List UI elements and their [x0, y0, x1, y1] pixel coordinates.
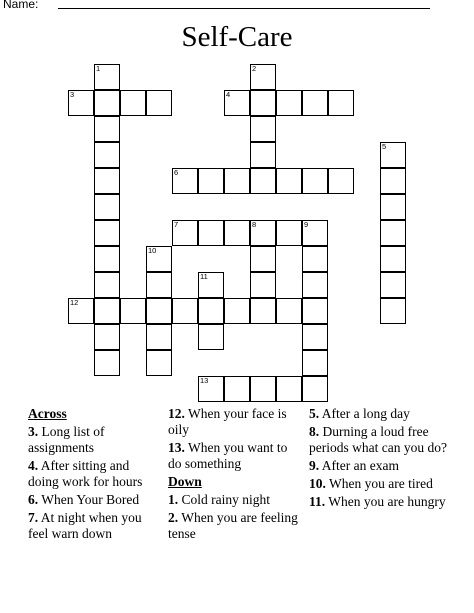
grid-cell[interactable] — [198, 272, 224, 298]
clue-number: 6. — [28, 492, 39, 507]
grid-cell[interactable] — [276, 376, 302, 402]
grid-cell[interactable] — [172, 220, 198, 246]
grid-cell[interactable] — [380, 142, 406, 168]
clue-text: After a long day — [319, 406, 410, 421]
page-title: Self-Care — [181, 21, 293, 53]
grid-cell[interactable] — [94, 64, 120, 90]
cell-number: 10 — [148, 246, 157, 255]
clue-text: When you want to do something — [168, 440, 288, 471]
grid-cell[interactable] — [250, 298, 276, 324]
grid-cell[interactable] — [68, 90, 94, 116]
clue-number: 12. — [168, 406, 185, 421]
cell-number: 5 — [382, 142, 387, 151]
grid-cell[interactable] — [198, 220, 224, 246]
grid-cell[interactable] — [198, 298, 224, 324]
grid-cell[interactable] — [224, 220, 250, 246]
grid-cell[interactable] — [302, 246, 328, 272]
grid-cell[interactable] — [250, 64, 276, 90]
grid-cell[interactable] — [146, 324, 172, 350]
clue-down-10 — [309, 476, 454, 492]
clue-column-3 — [309, 406, 454, 512]
cell-number: 6 — [174, 168, 179, 177]
cell-number: 1 — [96, 64, 101, 73]
name-label: Name: — [3, 0, 39, 11]
grid-cell[interactable] — [94, 220, 120, 246]
grid-cell[interactable] — [302, 168, 328, 194]
clue-number: 5. — [309, 406, 320, 421]
grid-cell[interactable] — [250, 220, 276, 246]
clue-text: When you are tired — [325, 476, 433, 491]
grid-cell[interactable] — [380, 272, 406, 298]
grid-cell[interactable] — [302, 350, 328, 376]
clue-number: 4. — [28, 458, 39, 473]
grid-cell[interactable] — [380, 298, 406, 324]
grid-cell[interactable] — [120, 298, 146, 324]
grid-cell[interactable] — [198, 376, 224, 402]
grid-cell[interactable] — [328, 90, 354, 116]
grid-cell[interactable] — [250, 272, 276, 298]
grid-cell[interactable] — [94, 272, 120, 298]
grid-cell[interactable] — [302, 220, 328, 246]
clue-column-1 — [28, 406, 163, 544]
grid-cell[interactable] — [198, 324, 224, 350]
grid-cell[interactable] — [276, 298, 302, 324]
grid-cell[interactable] — [380, 220, 406, 246]
grid-cell[interactable] — [224, 298, 250, 324]
clue-column-2 — [168, 406, 298, 544]
grid-cell[interactable] — [276, 220, 302, 246]
grid-cell[interactable] — [224, 90, 250, 116]
clue-across-4 — [28, 458, 163, 490]
grid-cell[interactable] — [94, 350, 120, 376]
grid-cell[interactable] — [250, 90, 276, 116]
clue-text: Cold rainy night — [178, 492, 270, 507]
grid-cell[interactable] — [276, 168, 302, 194]
cell-number: 3 — [70, 90, 75, 99]
clue-number: 8. — [309, 424, 320, 439]
grid-cell[interactable] — [146, 350, 172, 376]
cell-number: 2 — [252, 64, 257, 73]
grid-cell[interactable] — [146, 298, 172, 324]
grid-cell[interactable] — [302, 324, 328, 350]
grid-cell[interactable] — [94, 324, 120, 350]
clue-text: After an exam — [319, 458, 399, 473]
grid-cell[interactable] — [302, 376, 328, 402]
grid-cell[interactable] — [94, 116, 120, 142]
grid-cell[interactable] — [250, 142, 276, 168]
clue-number: 7. — [28, 510, 39, 525]
grid-cell[interactable] — [250, 168, 276, 194]
clue-across-12 — [168, 406, 298, 438]
grid-cell[interactable] — [198, 168, 224, 194]
clue-down-8 — [309, 424, 454, 456]
grid-cell[interactable] — [94, 168, 120, 194]
cell-number: 4 — [226, 90, 231, 99]
grid-cell[interactable] — [94, 298, 120, 324]
grid-cell[interactable] — [224, 168, 250, 194]
grid-cell[interactable] — [302, 90, 328, 116]
clue-across-7 — [28, 510, 163, 542]
grid-cell[interactable] — [224, 376, 250, 402]
clue-text: When you are feeling tense — [168, 510, 298, 541]
grid-cell[interactable] — [328, 168, 354, 194]
grid-cell[interactable] — [94, 194, 120, 220]
grid-cell[interactable] — [120, 90, 146, 116]
grid-cell[interactable] — [380, 168, 406, 194]
grid-cell[interactable] — [146, 90, 172, 116]
clue-down-1 — [168, 492, 298, 508]
grid-cell[interactable] — [94, 90, 120, 116]
clue-text: Durning a loud free periods what can you do? — [309, 424, 447, 455]
clue-text: Long list of assignments — [28, 424, 105, 455]
grid-cell[interactable] — [68, 298, 94, 324]
clue-number: 13. — [168, 440, 185, 455]
clue-number: 1. — [168, 492, 179, 507]
clue-text: At night when you feel warn down — [28, 510, 142, 541]
cell-number: 13 — [200, 376, 209, 385]
clue-text: When you are hungry — [325, 494, 446, 509]
grid-cell[interactable] — [146, 272, 172, 298]
grid-cell[interactable] — [172, 168, 198, 194]
clue-text: After sitting and doing work for hours — [28, 458, 143, 489]
clue-number: 10. — [309, 476, 326, 491]
grid-cell[interactable] — [302, 298, 328, 324]
grid-cell[interactable] — [302, 272, 328, 298]
clue-number: 2. — [168, 510, 179, 525]
clue-number: 11. — [309, 494, 326, 509]
clue-number: 9. — [309, 458, 320, 473]
clue-across-3 — [28, 424, 163, 456]
cell-number: 8 — [252, 220, 257, 229]
grid-cell[interactable] — [250, 116, 276, 142]
cell-number: 9 — [304, 220, 309, 229]
cell-number: 12 — [70, 298, 79, 307]
grid-cell[interactable] — [94, 246, 120, 272]
grid-cell[interactable] — [146, 246, 172, 272]
clue-down-5 — [309, 406, 454, 422]
clue-down-2 — [168, 510, 298, 542]
clue-text: When your face is oily — [168, 406, 287, 437]
grid-cell[interactable] — [380, 246, 406, 272]
across-heading: Across — [28, 406, 67, 421]
grid-cell[interactable] — [172, 298, 198, 324]
grid-cell[interactable] — [250, 376, 276, 402]
grid-cell[interactable] — [250, 246, 276, 272]
cell-number: 7 — [174, 220, 179, 229]
clue-text: When Your Bored — [38, 492, 140, 507]
grid-cell[interactable] — [380, 194, 406, 220]
clue-number: 3. — [28, 424, 39, 439]
clue-down-9 — [309, 458, 454, 474]
grid-cell[interactable] — [276, 90, 302, 116]
cell-number: 11 — [200, 272, 208, 281]
clue-down-11 — [309, 494, 454, 510]
down-heading: Down — [168, 474, 202, 489]
clue-across-6 — [28, 492, 163, 508]
grid-cell[interactable] — [94, 142, 120, 168]
clue-across-13 — [168, 440, 298, 472]
